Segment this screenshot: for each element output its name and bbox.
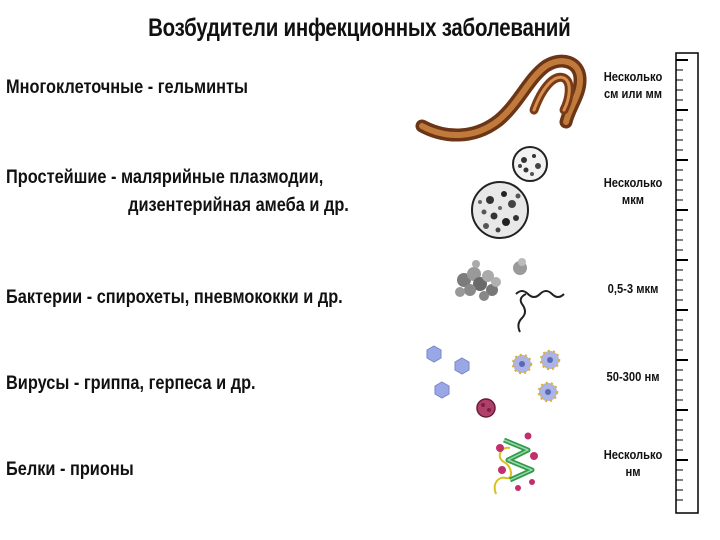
row-label-viruses <box>6 370 256 398</box>
protozoa-image <box>466 142 566 242</box>
size-label-line: 0,5-3 мкм <box>607 281 659 296</box>
size-label-bacteria <box>594 280 671 297</box>
row-label-line: дизентерийная амеба и др. <box>128 195 349 216</box>
row-label-line: Многоклеточные - гельминты <box>6 77 249 98</box>
size-label-line: см или мм <box>603 86 663 101</box>
viruses-image <box>424 342 566 424</box>
size-label-line: мкм <box>621 192 645 207</box>
row-label-line: Бактерии - спирохеты, пневмококки и др. <box>6 287 343 308</box>
slide-title: Возбудители инфекционных заболеваний <box>148 14 571 42</box>
size-label-helminths <box>594 68 671 102</box>
size-label-line: Несколько <box>603 69 663 84</box>
row-label-bacteria <box>6 284 343 312</box>
row-label-line: Простейшие - малярийные плазмодии, <box>6 167 324 188</box>
prion-protein-image <box>488 426 544 498</box>
row-label-line: Вирусы - гриппа, герпеса и др. <box>6 373 256 394</box>
size-label-prions <box>594 446 671 480</box>
size-label-line: Несколько <box>603 175 663 190</box>
size-label-viruses <box>594 368 671 385</box>
size-label-line: нм <box>625 464 641 479</box>
size-label-line: Несколько <box>603 447 663 462</box>
size-label-line: 50-300 нм <box>606 369 660 384</box>
row-label-helminths <box>6 74 248 102</box>
row-label-line: Белки - прионы <box>6 459 134 480</box>
size-label-protozoa <box>594 174 671 208</box>
scale-ruler <box>672 52 702 514</box>
row-label-protozoa <box>6 164 349 220</box>
bacteria-image <box>450 252 572 340</box>
row-label-prions <box>6 456 134 484</box>
helminth-worm-image <box>414 48 590 148</box>
